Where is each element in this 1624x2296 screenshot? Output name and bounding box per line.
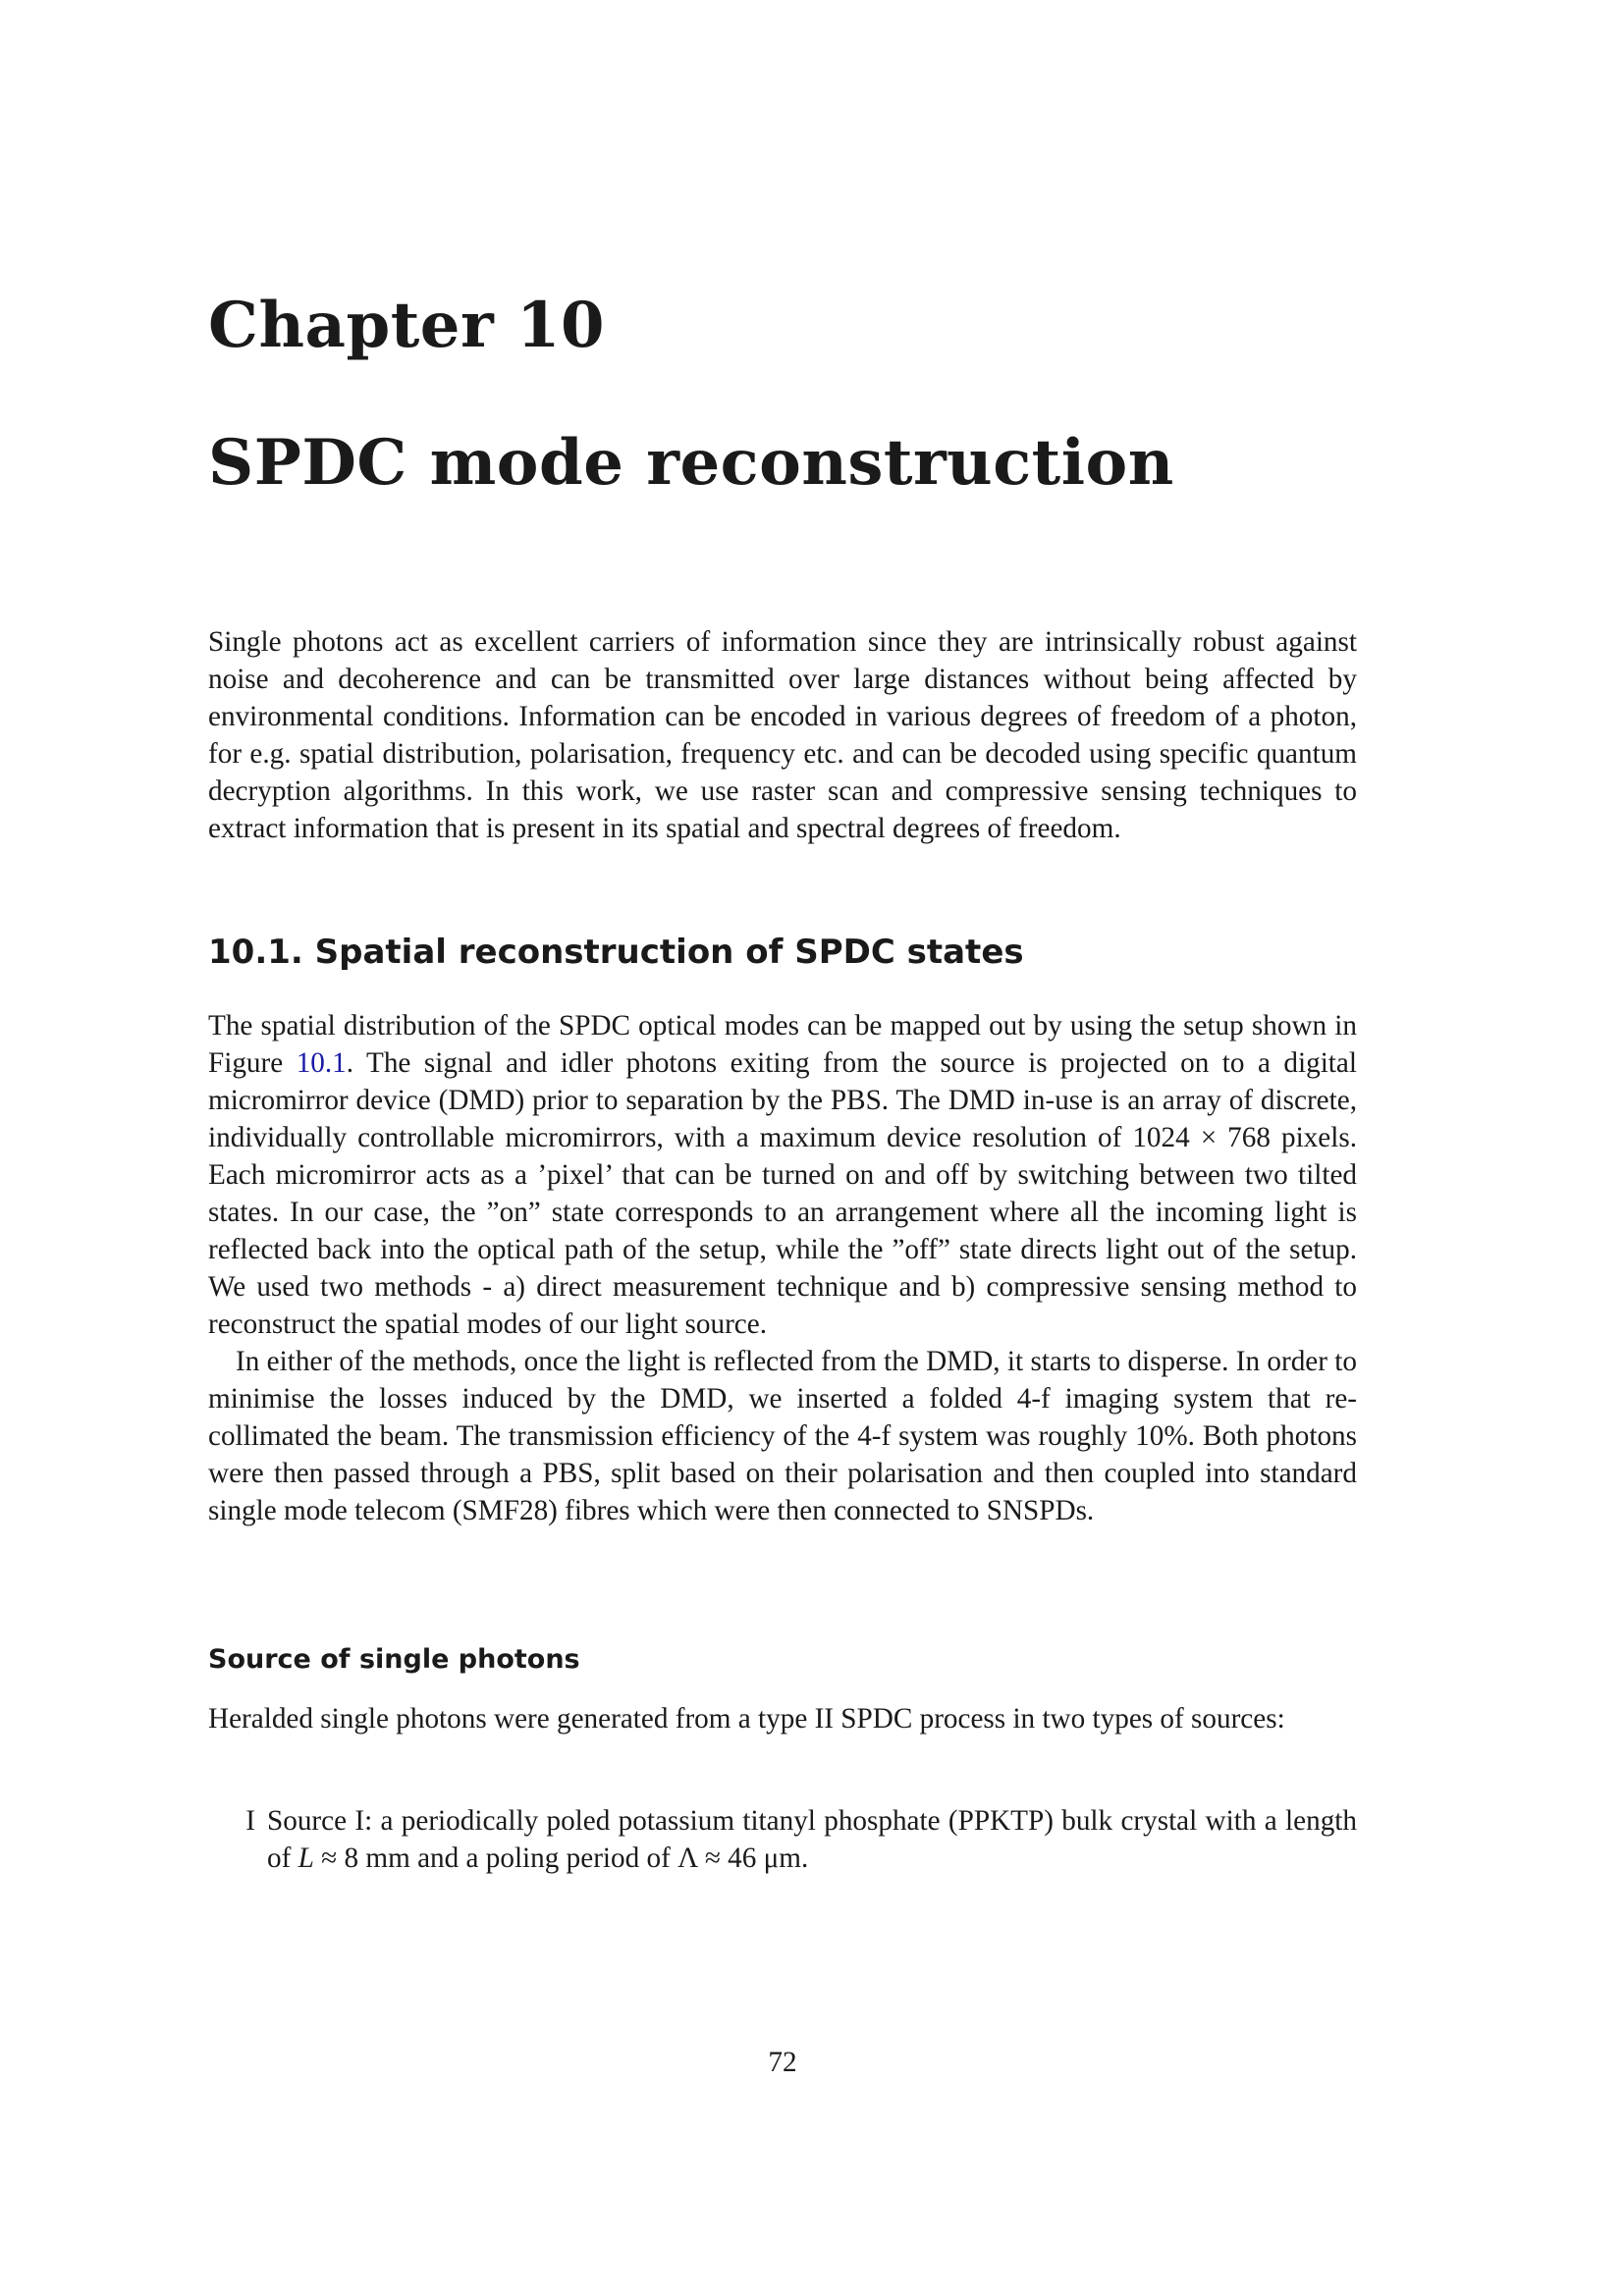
subsection-body xyxy=(208,1700,1357,1737)
list-text-part: Source I: a periodically poled potassium titanyl phosphate (PPKTP) bulk crystal with a length of xyxy=(267,1805,1357,1874)
source-list xyxy=(208,1802,1357,1877)
section-paragraph-2: In either of the methods, once the light is reflected from the DMD, it starts to disperse. In order to minimise the losses induced by the DMD, we inserted a folded 4-f imaging system that re-collimated the beam. The transmission efficiency of the 4-f system was roughly 10%. Both photons were then passed through a PBS, split based on their polarisation and then coupled into standard single mode telecom (SMF28) fibres which were then connected to SNSPDs. xyxy=(208,1346,1357,1526)
list-item xyxy=(208,1802,1357,1877)
paragraph-text: . The signal and idler photons exiting from the source is projected on to a digital micromirror device (DMD) prior to separation by the PBS. The DMD in-use is an array of discrete, individually controllable micromirrors, with a maximum device resolution of 1024 × 768 pixels. Each micromirror acts as a ’pixel’ that can be turned on and off by switching between two tilted states. In our case, the ”on” state corresponds to an arrangement where all the incoming light is reflected back into the optical path of the setup, while the ”off” state directs light out of the setup. We used two methods - a) direct measurement technique and b) compressive sensing method to reconstruct the spatial modes of our light source. xyxy=(208,1047,1357,1340)
intro-paragraph: Single photons act as excellent carriers of information since they are intrinsically robust against noise and decoherence and can be transmitted over large distances without being affected by environmental conditions. Information can be encoded in various degrees of freedom of a photon, for e.g. spatial distribution, polarisation, frequency etc. and can be decoded using specific quantum decryption algorithms. In this work, we use raster scan and compressive sensing techniques to extract information that is present in its spatial and spectral degrees of freedom. xyxy=(208,626,1357,844)
page-number: 72 xyxy=(768,2047,797,2078)
chapter-title: SPDC mode reconstruction xyxy=(208,426,1174,500)
section-body xyxy=(208,1007,1357,1529)
section-paragraph-1 xyxy=(208,1007,1357,1343)
list-marker: I xyxy=(245,1805,255,1837)
paragraph-text: The spatial distribution of the SPDC optical modes can be mapped out by using the setup shown in Figure xyxy=(208,1010,1357,1079)
section-heading: 10.1. Spatial reconstruction of SPDC states xyxy=(208,933,1024,972)
figure-reference-link[interactable]: 10.1 xyxy=(296,1047,347,1079)
subsection-heading: Source of single photons xyxy=(208,1644,580,1675)
chapter-label: Chapter 10 xyxy=(208,289,606,362)
subsection-paragraph: Heralded single photons were generated from a type II SPDC process in two types of sources: xyxy=(208,1703,1285,1735)
list-item-text xyxy=(267,1802,1357,1877)
length-variable: L xyxy=(298,1842,314,1874)
list-text-part: ≈ 8 mm and a poling period of Λ ≈ 46 μm. xyxy=(313,1842,809,1874)
page xyxy=(208,0,1357,2296)
